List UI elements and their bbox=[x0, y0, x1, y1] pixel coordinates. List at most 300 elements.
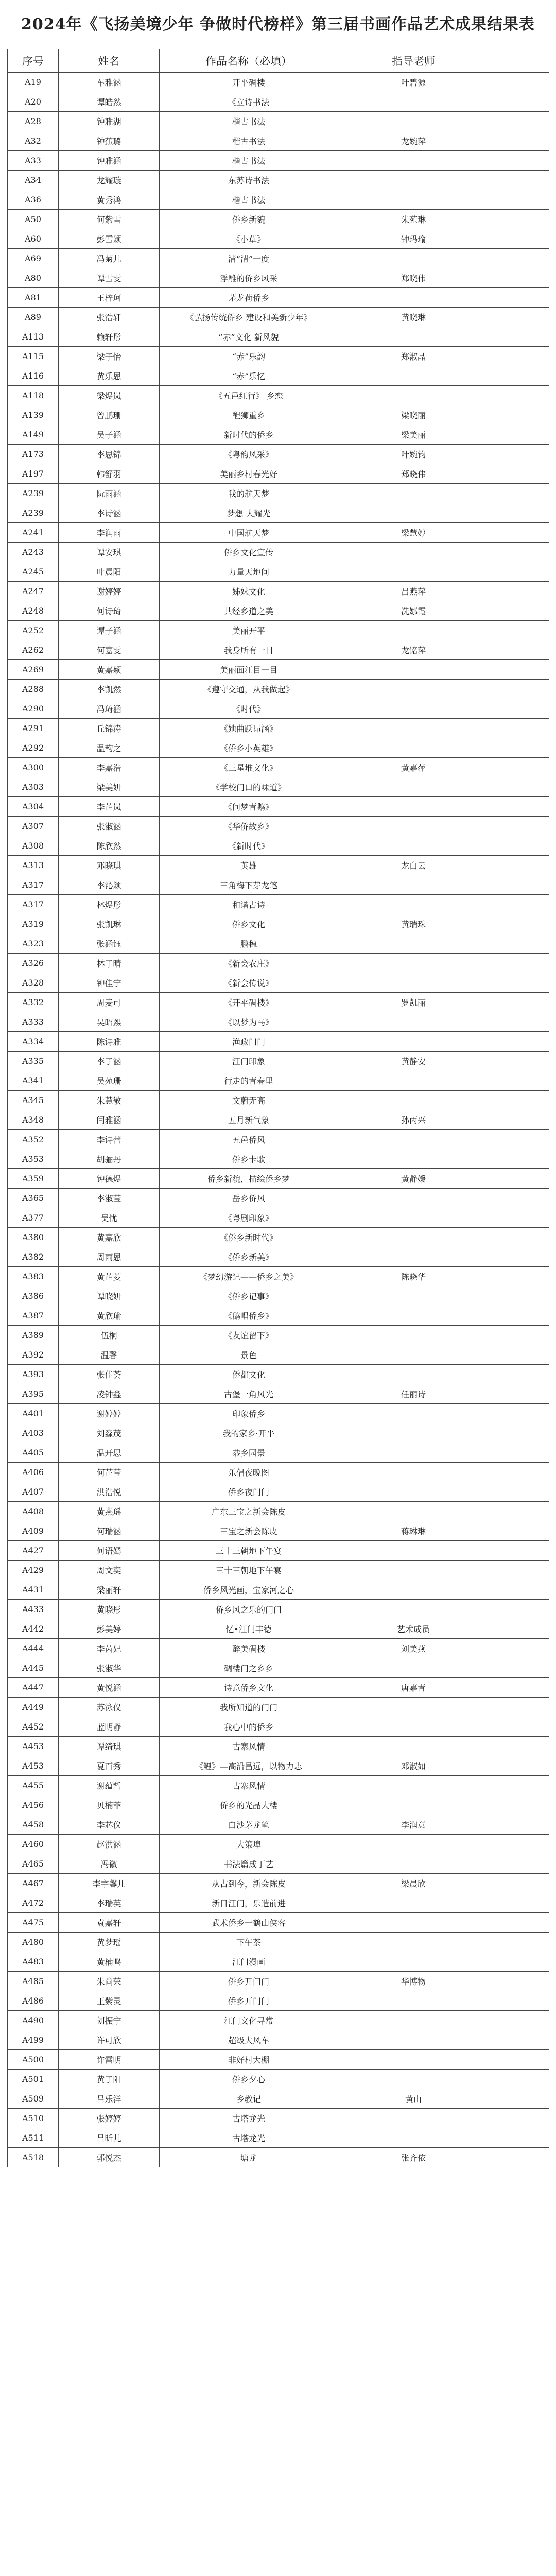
cell-work-title: 非好村大棚 bbox=[160, 2050, 338, 2070]
table-row bbox=[8, 1639, 549, 1658]
table-row bbox=[8, 1521, 549, 1541]
cell-name: 黄晓彤 bbox=[59, 1600, 160, 1619]
cell-extra bbox=[489, 1717, 549, 1737]
cell-teacher: 郑淑晶 bbox=[338, 347, 489, 366]
cell-name: 李宇馨儿 bbox=[59, 1874, 160, 1893]
cell-index: A115 bbox=[8, 347, 59, 366]
table-row bbox=[8, 249, 549, 268]
cell-work-title: 《侨乡记事》 bbox=[160, 1286, 338, 1306]
cell-name: 谭晓妍 bbox=[59, 1286, 160, 1306]
cell-teacher: 黄晓琳 bbox=[338, 308, 489, 327]
cell-teacher: 冼娜霞 bbox=[338, 601, 489, 621]
cell-extra bbox=[489, 2148, 549, 2167]
cell-work-title: 书法篇成丁艺 bbox=[160, 1854, 338, 1874]
table-row bbox=[8, 1698, 549, 1717]
table-row bbox=[8, 1795, 549, 1815]
table-row bbox=[8, 2089, 549, 2109]
cell-teacher bbox=[338, 1365, 489, 1384]
cell-name: 张婷婷 bbox=[59, 2109, 160, 2128]
cell-work-title: 楷古书法 bbox=[160, 112, 338, 131]
cell-extra bbox=[489, 1130, 549, 1149]
cell-extra bbox=[489, 1815, 549, 1835]
cell-name: 郭悦杰 bbox=[59, 2148, 160, 2167]
cell-name: 彭雪颖 bbox=[59, 229, 160, 249]
cell-extra bbox=[489, 1189, 549, 1208]
cell-teacher bbox=[338, 1463, 489, 1482]
cell-teacher bbox=[338, 2128, 489, 2148]
cell-extra bbox=[489, 1326, 549, 1345]
cell-teacher bbox=[338, 503, 489, 523]
cell-extra bbox=[489, 1756, 549, 1776]
cell-work-title: 忆•江门丰德 bbox=[160, 1619, 338, 1639]
cell-teacher bbox=[338, 680, 489, 699]
cell-teacher bbox=[338, 366, 489, 386]
table-row bbox=[8, 875, 549, 895]
cell-teacher: 朱苑琳 bbox=[338, 210, 489, 229]
cell-name: 李凯然 bbox=[59, 680, 160, 699]
cell-name: 闫雅涵 bbox=[59, 1110, 160, 1130]
cell-teacher bbox=[338, 777, 489, 797]
cell-name: 邓晓琪 bbox=[59, 856, 160, 875]
table-row bbox=[8, 758, 549, 777]
cell-teacher: 孙丙兴 bbox=[338, 1110, 489, 1130]
cell-index: A197 bbox=[8, 464, 59, 484]
cell-teacher bbox=[338, 1580, 489, 1600]
table-row bbox=[8, 405, 549, 425]
cell-extra bbox=[489, 1443, 549, 1463]
cell-index: A69 bbox=[8, 249, 59, 268]
table-row bbox=[8, 2070, 549, 2089]
cell-name: 钟雅涵 bbox=[59, 151, 160, 171]
cell-extra bbox=[489, 1600, 549, 1619]
cell-index: A465 bbox=[8, 1854, 59, 1874]
cell-index: A36 bbox=[8, 190, 59, 210]
cell-teacher bbox=[338, 1091, 489, 1110]
cell-work-title: 浮雕的侨乡风采 bbox=[160, 268, 338, 288]
cell-name: 李诗涵 bbox=[59, 503, 160, 523]
cell-index: A290 bbox=[8, 699, 59, 719]
cell-index: A389 bbox=[8, 1326, 59, 1345]
cell-teacher: 李润意 bbox=[338, 1815, 489, 1835]
cell-teacher bbox=[338, 249, 489, 268]
cell-teacher bbox=[338, 327, 489, 347]
cell-teacher bbox=[338, 836, 489, 856]
table-row bbox=[8, 660, 549, 680]
cell-extra bbox=[489, 1639, 549, 1658]
cell-name: 李润雨 bbox=[59, 523, 160, 543]
cell-name: 蓝明静 bbox=[59, 1717, 160, 1737]
cell-name: 彭美婷 bbox=[59, 1619, 160, 1639]
cell-teacher bbox=[338, 1952, 489, 1972]
cell-name: 梁美妍 bbox=[59, 777, 160, 797]
table-row bbox=[8, 856, 549, 875]
table-row bbox=[8, 229, 549, 249]
cell-work-title: 新日江门，乐造前进 bbox=[160, 1893, 338, 1913]
cell-index: A467 bbox=[8, 1874, 59, 1893]
cell-name: 吴昭熙 bbox=[59, 1012, 160, 1032]
table-row bbox=[8, 1561, 549, 1580]
cell-teacher bbox=[338, 2050, 489, 2070]
cell-work-title: 美丽开平 bbox=[160, 621, 338, 640]
table-row bbox=[8, 1991, 549, 2011]
cell-name: 谭绮琪 bbox=[59, 1737, 160, 1756]
cell-name: 许雷明 bbox=[59, 2050, 160, 2070]
cell-work-title: 印象侨乡 bbox=[160, 1404, 338, 1423]
cell-work-title: 《以梦为马》 bbox=[160, 1012, 338, 1032]
table-row bbox=[8, 112, 549, 131]
cell-work-title: 白沙茅龙笔 bbox=[160, 1815, 338, 1835]
cell-name: 李嘉浩 bbox=[59, 758, 160, 777]
cell-work-title: 楷古书法 bbox=[160, 190, 338, 210]
cell-teacher: 梁慧婷 bbox=[338, 523, 489, 543]
cell-name: 许可欣 bbox=[59, 2030, 160, 2050]
cell-work-title: 广东三宝之新会陈皮 bbox=[160, 1502, 338, 1521]
cell-work-title: 行走的青春里 bbox=[160, 1071, 338, 1091]
cell-extra bbox=[489, 836, 549, 856]
cell-work-title: 《侨乡新时代》 bbox=[160, 1228, 338, 1247]
cell-extra bbox=[489, 190, 549, 210]
cell-teacher: 任丽诗 bbox=[338, 1384, 489, 1404]
header-work-title: 作品名称（必填） bbox=[160, 49, 338, 73]
cell-name: 凌钟鑫 bbox=[59, 1384, 160, 1404]
cell-extra bbox=[489, 562, 549, 582]
cell-work-title: 乡教记 bbox=[160, 2089, 338, 2109]
cell-name: 张淑华 bbox=[59, 1658, 160, 1678]
cell-index: A20 bbox=[8, 92, 59, 112]
cell-index: A510 bbox=[8, 2109, 59, 2128]
cell-extra bbox=[489, 523, 549, 543]
cell-extra bbox=[489, 1776, 549, 1795]
cell-index: A405 bbox=[8, 1443, 59, 1463]
cell-name: 车雅涵 bbox=[59, 73, 160, 92]
cell-extra bbox=[489, 268, 549, 288]
cell-teacher bbox=[338, 151, 489, 171]
cell-index: A33 bbox=[8, 151, 59, 171]
cell-name: 伍桐 bbox=[59, 1326, 160, 1345]
cell-work-title: 我的航天梦 bbox=[160, 484, 338, 503]
cell-extra bbox=[489, 1952, 549, 1972]
cell-teacher bbox=[338, 1835, 489, 1854]
cell-name: 刘振宁 bbox=[59, 2011, 160, 2030]
cell-name: 温馨 bbox=[59, 1345, 160, 1365]
cell-work-title: 侨乡文化宣传 bbox=[160, 543, 338, 562]
cell-name: 何诗琦 bbox=[59, 601, 160, 621]
table-row bbox=[8, 1893, 549, 1913]
cell-work-title: 《华侨故乡》 bbox=[160, 817, 338, 836]
cell-teacher bbox=[338, 1561, 489, 1580]
cell-index: A433 bbox=[8, 1600, 59, 1619]
table-row bbox=[8, 1854, 549, 1874]
cell-index: A490 bbox=[8, 2011, 59, 2030]
cell-index: A19 bbox=[8, 73, 59, 92]
cell-work-title: 美丽面江目一目 bbox=[160, 660, 338, 680]
cell-index: A317 bbox=[8, 875, 59, 895]
cell-extra bbox=[489, 229, 549, 249]
cell-extra bbox=[489, 1110, 549, 1130]
cell-work-title: 《遵守交通，从我做起》 bbox=[160, 680, 338, 699]
cell-extra bbox=[489, 1071, 549, 1091]
cell-index: A262 bbox=[8, 640, 59, 660]
table-row bbox=[8, 1600, 549, 1619]
table-row bbox=[8, 1815, 549, 1835]
table-row bbox=[8, 621, 549, 640]
cell-index: A243 bbox=[8, 543, 59, 562]
table-row bbox=[8, 1443, 549, 1463]
cell-extra bbox=[489, 1482, 549, 1502]
table-row bbox=[8, 680, 549, 699]
table-row bbox=[8, 131, 549, 151]
cell-name: 李思锦 bbox=[59, 445, 160, 464]
table-row bbox=[8, 582, 549, 601]
cell-name: 王紫灵 bbox=[59, 1991, 160, 2011]
cell-extra bbox=[489, 2011, 549, 2030]
cell-work-title: 《小草》 bbox=[160, 229, 338, 249]
cell-index: A89 bbox=[8, 308, 59, 327]
table-row bbox=[8, 1247, 549, 1267]
table-row bbox=[8, 503, 549, 523]
cell-work-title: 美丽乡村春光好 bbox=[160, 464, 338, 484]
cell-work-title: 塘龙 bbox=[160, 2148, 338, 2167]
table-row bbox=[8, 1365, 549, 1384]
cell-index: A245 bbox=[8, 562, 59, 582]
cell-index: A113 bbox=[8, 327, 59, 347]
cell-name: 李芷岚 bbox=[59, 797, 160, 817]
cell-index: A317 bbox=[8, 895, 59, 914]
cell-teacher: 艺术成员 bbox=[338, 1619, 489, 1639]
table-row bbox=[8, 1052, 549, 1071]
table-row bbox=[8, 1678, 549, 1698]
cell-extra bbox=[489, 640, 549, 660]
cell-extra bbox=[489, 503, 549, 523]
cell-name: 李芯仪 bbox=[59, 1815, 160, 1835]
cell-name: 谭雪雯 bbox=[59, 268, 160, 288]
cell-name: 吴忧 bbox=[59, 1208, 160, 1228]
cell-work-title: 古塔龙光 bbox=[160, 2109, 338, 2128]
cell-name: 吴苑珊 bbox=[59, 1071, 160, 1091]
cell-extra bbox=[489, 2030, 549, 2050]
cell-teacher bbox=[338, 1600, 489, 1619]
table-row bbox=[8, 1228, 549, 1247]
cell-work-title: “赤”文化 新风貌 bbox=[160, 327, 338, 347]
table-row bbox=[8, 836, 549, 856]
table-row bbox=[8, 386, 549, 405]
cell-teacher bbox=[338, 1737, 489, 1756]
table-row bbox=[8, 2030, 549, 2050]
cell-name: 何瑞涵 bbox=[59, 1521, 160, 1541]
cell-name: 周雨恩 bbox=[59, 1247, 160, 1267]
cell-work-title: 力量天地间 bbox=[160, 562, 338, 582]
cell-work-title: 江门印象 bbox=[160, 1052, 338, 1071]
table-row bbox=[8, 2050, 549, 2070]
cell-index: A431 bbox=[8, 1580, 59, 1600]
cell-index: A392 bbox=[8, 1345, 59, 1365]
cell-name: 李沁颖 bbox=[59, 875, 160, 895]
table-row bbox=[8, 1482, 549, 1502]
cell-index: A406 bbox=[8, 1463, 59, 1482]
table-row bbox=[8, 425, 549, 445]
cell-index: A303 bbox=[8, 777, 59, 797]
table-row bbox=[8, 1189, 549, 1208]
cell-work-title: 和谐古诗 bbox=[160, 895, 338, 914]
cell-index: A304 bbox=[8, 797, 59, 817]
cell-extra bbox=[489, 1835, 549, 1854]
cell-work-title: 碉楼门之乡乡 bbox=[160, 1658, 338, 1678]
table-row bbox=[8, 1169, 549, 1189]
cell-name: 吕乐洋 bbox=[59, 2089, 160, 2109]
cell-name: 叶晨阳 bbox=[59, 562, 160, 582]
cell-name: 张涵钰 bbox=[59, 934, 160, 954]
cell-index: A335 bbox=[8, 1052, 59, 1071]
table-row bbox=[8, 1384, 549, 1404]
cell-teacher bbox=[338, 797, 489, 817]
table-row bbox=[8, 1032, 549, 1052]
table-row bbox=[8, 327, 549, 347]
cell-index: A386 bbox=[8, 1286, 59, 1306]
cell-index: A359 bbox=[8, 1169, 59, 1189]
cell-extra bbox=[489, 914, 549, 934]
cell-extra bbox=[489, 797, 549, 817]
table-row bbox=[8, 1130, 549, 1149]
cell-work-title: 侨乡开门门 bbox=[160, 1972, 338, 1991]
cell-teacher bbox=[338, 719, 489, 738]
cell-name: 阮雨涵 bbox=[59, 484, 160, 503]
cell-extra bbox=[489, 1384, 549, 1404]
cell-teacher bbox=[338, 1032, 489, 1052]
table-row bbox=[8, 1110, 549, 1130]
cell-teacher bbox=[338, 1541, 489, 1561]
cell-extra bbox=[489, 2109, 549, 2128]
cell-extra bbox=[489, 1619, 549, 1639]
cell-index: A353 bbox=[8, 1149, 59, 1169]
cell-index: A34 bbox=[8, 171, 59, 190]
cell-extra bbox=[489, 386, 549, 405]
cell-work-title: 我的家乡·开平 bbox=[160, 1423, 338, 1443]
cell-index: A455 bbox=[8, 1776, 59, 1795]
cell-extra bbox=[489, 934, 549, 954]
cell-work-title: 五月新气象 bbox=[160, 1110, 338, 1130]
cell-teacher bbox=[338, 1717, 489, 1737]
cell-index: A288 bbox=[8, 680, 59, 699]
cell-work-title: 醒狮重乡 bbox=[160, 405, 338, 425]
cell-teacher bbox=[338, 288, 489, 308]
table-row bbox=[8, 640, 549, 660]
cell-index: A511 bbox=[8, 2128, 59, 2148]
cell-extra bbox=[489, 973, 549, 993]
cell-extra bbox=[489, 171, 549, 190]
cell-teacher bbox=[338, 660, 489, 680]
cell-name: 贝楠菲 bbox=[59, 1795, 160, 1815]
cell-work-title: 我所知道的门门 bbox=[160, 1698, 338, 1717]
cell-extra bbox=[489, 582, 549, 601]
cell-name: 李诗蕾 bbox=[59, 1130, 160, 1149]
cell-extra bbox=[489, 2050, 549, 2070]
cell-teacher: 张齐依 bbox=[338, 2148, 489, 2167]
cell-work-title: 古堡一角风光 bbox=[160, 1384, 338, 1404]
cell-teacher bbox=[338, 1698, 489, 1717]
cell-extra bbox=[489, 1698, 549, 1717]
cell-extra bbox=[489, 1972, 549, 1991]
cell-work-title: 《粤韵风采》 bbox=[160, 445, 338, 464]
cell-name: 丘锦涛 bbox=[59, 719, 160, 738]
cell-extra bbox=[489, 1247, 549, 1267]
cell-index: A241 bbox=[8, 523, 59, 543]
cell-work-title: 古塔龙光 bbox=[160, 2128, 338, 2148]
cell-name: 林煜彤 bbox=[59, 895, 160, 914]
cell-extra bbox=[489, 131, 549, 151]
table-row bbox=[8, 445, 549, 464]
cell-index: A308 bbox=[8, 836, 59, 856]
cell-teacher: 郑晓伟 bbox=[338, 268, 489, 288]
results-table bbox=[7, 49, 549, 2167]
cell-index: A300 bbox=[8, 758, 59, 777]
cell-teacher bbox=[338, 1149, 489, 1169]
header-index: 序号 bbox=[8, 49, 59, 73]
table-row bbox=[8, 1071, 549, 1091]
cell-work-title: 《问梦青鹅》 bbox=[160, 797, 338, 817]
table-row bbox=[8, 484, 549, 503]
cell-teacher bbox=[338, 2070, 489, 2089]
cell-work-title: 开平碉楼 bbox=[160, 73, 338, 92]
cell-teacher bbox=[338, 1404, 489, 1423]
cell-work-title: 侨都文化 bbox=[160, 1365, 338, 1384]
cell-work-title: 《友谊留下》 bbox=[160, 1326, 338, 1345]
cell-work-title: 五邑侨风 bbox=[160, 1130, 338, 1149]
cell-teacher bbox=[338, 1658, 489, 1678]
cell-name: 冯琦涵 bbox=[59, 699, 160, 719]
cell-teacher bbox=[338, 1893, 489, 1913]
cell-index: A387 bbox=[8, 1306, 59, 1326]
cell-work-title: 恭乡园景 bbox=[160, 1443, 338, 1463]
cell-teacher bbox=[338, 171, 489, 190]
cell-name: 洪浩悦 bbox=[59, 1482, 160, 1502]
cell-index: A239 bbox=[8, 503, 59, 523]
cell-name: 袁嘉轩 bbox=[59, 1913, 160, 1933]
cell-work-title: 武术侨乡一鹤山侠客 bbox=[160, 1913, 338, 1933]
cell-teacher bbox=[338, 484, 489, 503]
cell-extra bbox=[489, 1737, 549, 1756]
table-row bbox=[8, 1756, 549, 1776]
cell-index: A28 bbox=[8, 112, 59, 131]
cell-work-title: 清“清”一度 bbox=[160, 249, 338, 268]
cell-teacher bbox=[338, 1286, 489, 1306]
cell-work-title: 《开平碉楼》 bbox=[160, 993, 338, 1012]
cell-index: A409 bbox=[8, 1521, 59, 1541]
cell-index: A427 bbox=[8, 1541, 59, 1561]
cell-name: 钟佳宁 bbox=[59, 973, 160, 993]
cell-name: 黄嘉颖 bbox=[59, 660, 160, 680]
table-row bbox=[8, 777, 549, 797]
cell-index: A118 bbox=[8, 386, 59, 405]
cell-extra bbox=[489, 1286, 549, 1306]
cell-extra bbox=[489, 2089, 549, 2109]
cell-name: 黄秀鸿 bbox=[59, 190, 160, 210]
cell-teacher: 黄瑞珠 bbox=[338, 914, 489, 934]
cell-extra bbox=[489, 1502, 549, 1521]
cell-extra bbox=[489, 1580, 549, 1600]
cell-work-title: 渔政门门 bbox=[160, 1032, 338, 1052]
cell-work-title: 三角梅下芽龙笔 bbox=[160, 875, 338, 895]
cell-index: A32 bbox=[8, 131, 59, 151]
cell-work-title: 姊妹文化 bbox=[160, 582, 338, 601]
cell-index: A509 bbox=[8, 2089, 59, 2109]
table-row bbox=[8, 288, 549, 308]
table-row bbox=[8, 954, 549, 973]
cell-teacher bbox=[338, 2109, 489, 2128]
cell-work-title: 《弘扬传统侨乡 建设和美新少年》 bbox=[160, 308, 338, 327]
cell-extra bbox=[489, 895, 549, 914]
cell-index: A341 bbox=[8, 1071, 59, 1091]
cell-name: 温韵之 bbox=[59, 738, 160, 758]
